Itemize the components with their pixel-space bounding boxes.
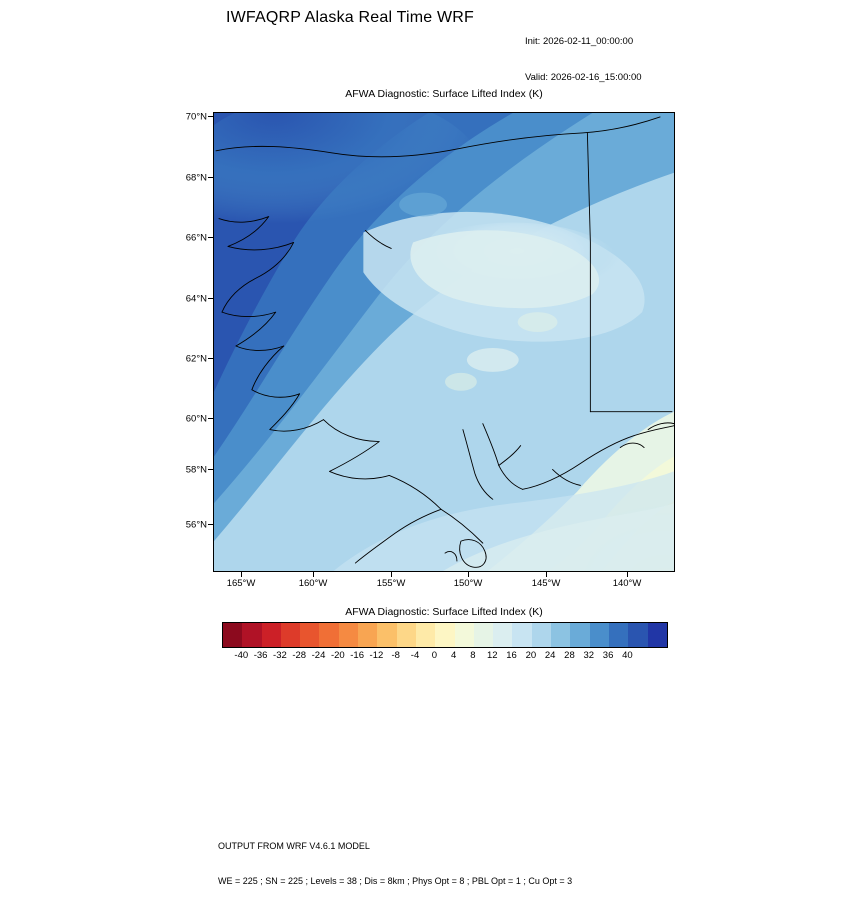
colorbar-swatch [455,623,474,647]
colorbar-title: AFWA Diagnostic: Surface Lifted Index (K) [345,606,543,618]
config-line: WE = 225 ; SN = 225 ; Levels = 38 ; Dis = 8km ; Phys Opt = 8 ; PBL Opt = 1 ; Cu Opt = 3 [218,875,573,886]
colorbar-swatch [609,623,628,647]
y-tick-label: 58°N [185,464,207,476]
footer-text [218,818,572,910]
colorbar-tick-label: 20 [525,650,537,661]
colorbar-swatch [416,623,435,647]
x-tick-label: 160°W [298,578,328,589]
colorbar-tick-label: 0 [431,650,437,661]
y-axis-labels [145,112,207,572]
colorbar-tick-label: -20 [330,650,345,661]
colorbar-tick-label: 4 [450,650,457,661]
colorbar-swatch [339,623,358,647]
colorbar-swatch [300,623,319,647]
valid-time: Valid: 2026-02-16_15:00:00 [525,72,642,83]
colorbar-tick-label: 28 [564,650,575,661]
x-axis-labels [213,578,675,598]
page-title: IWFAQRP Alaska Real Time WRF [225,9,475,26]
x-tick-label: 155°W [376,578,406,589]
y-tick-label: 68°N [185,172,207,184]
colorbar-swatch [262,623,281,647]
colorbar-tick-label: 16 [506,650,517,661]
colorbar-tick-label: 32 [583,650,595,661]
y-tick-label: 62°N [185,353,207,365]
y-axis-ticks [208,112,214,572]
init-time: Init: 2026-02-11_00:00:00 [525,36,634,47]
map-plot-area [213,112,675,572]
colorbar-tick-label: -16 [350,650,364,661]
colorbar-tick-label: 36 [602,650,614,661]
colorbar-tick-label: -40 [234,650,249,661]
colorbar-tick-label: 8 [470,650,476,661]
colorbar-swatch [435,623,454,647]
colorbar-tick-label: 12 [486,650,498,661]
colorbar-swatch [242,623,261,647]
colorbar-swatch [377,623,396,647]
plot-title: AFWA Diagnostic: Surface Lifted Index (K) [345,88,543,100]
colorbar-tick-label: -8 [391,650,400,661]
map-field [214,113,674,571]
colorbar-swatch [223,623,242,647]
y-tick-label: 70°N [185,111,207,123]
colorbar-tick-label: -28 [292,650,307,661]
x-tick-label: 150°W [453,578,483,589]
colorbar-tick-label: 24 [544,650,556,661]
colorbar-swatch [551,623,570,647]
x-tick-label: 165°W [226,578,256,589]
y-tick-label: 64°N [185,293,207,305]
colorbar [222,622,668,648]
colorbar-swatch [590,623,609,647]
colorbar-swatch [512,623,531,647]
colorbar-swatch [281,623,300,647]
x-tick-label: 140°W [612,578,642,589]
colorbar-swatch [570,623,589,647]
colorbar-swatch [493,623,512,647]
colorbar-tick-label: 40 [622,650,633,661]
model-line: OUTPUT FROM WRF V4.6.1 MODEL [218,841,370,851]
x-tick-label: 145°W [531,578,561,589]
colorbar-swatch [474,623,493,647]
colorbar-swatch [628,623,647,647]
colorbar-swatch [397,623,416,647]
colorbar-tick-label: -32 [273,650,287,661]
y-tick-label: 56°N [185,519,207,531]
colorbar-tick-label: -12 [369,650,384,661]
colorbar-tick-label: -24 [311,650,326,661]
colorbar-swatch [648,623,667,647]
colorbar-swatch [319,623,338,647]
y-tick-label: 60°N [185,413,207,425]
colorbar-tick-label: -36 [253,650,268,661]
colorbar-tick-label: -4 [410,650,420,661]
colorbar-swatch [532,623,551,647]
y-tick-label: 66°N [185,232,207,244]
colorbar-swatch [358,623,377,647]
